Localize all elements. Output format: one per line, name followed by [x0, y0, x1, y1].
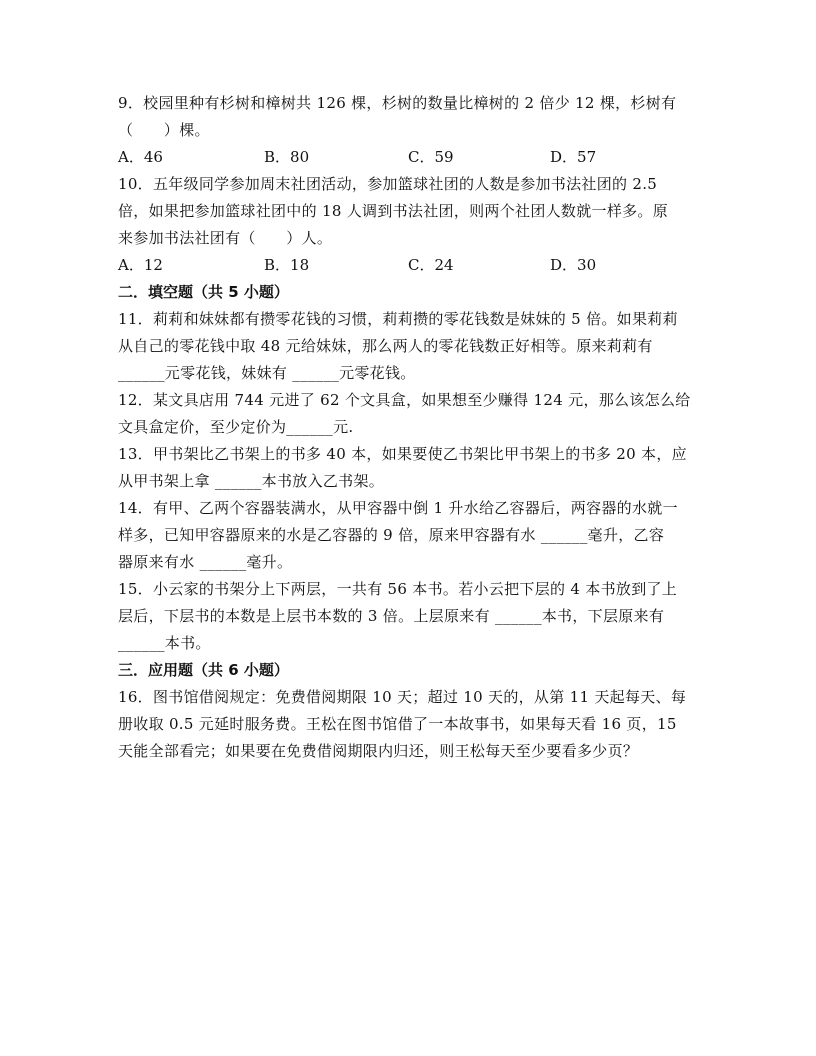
question-12 [118, 390, 708, 444]
question-text-line: 来参加书法社团有（ ）人。 [118, 229, 333, 247]
question-text-line: 天能全部看完；如果要在免费借阅期限内归还，则王松每天至少要看多少页？ [118, 742, 639, 760]
option-d: D．57 [550, 148, 597, 166]
question-text-line: ______元零花钱，妹妹有 ______元零花钱。 [118, 364, 416, 382]
question-text-line: 从甲书架上拿 ______本书放入乙书架。 [118, 472, 385, 490]
question-16 [118, 687, 708, 768]
option-b: B．80 [264, 148, 310, 166]
question-text-line: 16．图书馆借阅规定：免费借阅期限 10 天；超过 10 天的，从第 11 天起每天、每 [118, 688, 687, 706]
question-text-line: 13．甲书架比乙书架上的书多 40 本，如果要使乙书架比甲书架上的书多 20 本，应 [118, 445, 687, 463]
question-text-line: 册收取 0.5 元延时服务费。王松在图书馆借了一本故事书，如果每天看 16 页，15 [118, 715, 677, 733]
question-text-line: 14．有甲、乙两个容器装满水，从甲容器中倒 1 升水给乙容器后，两容器的水就一 [118, 499, 678, 517]
option-a: A．12 [118, 256, 163, 274]
question-text-line: ______本书。 [118, 634, 211, 652]
question-text-line: 11．莉莉和妹妹都有攒零花钱的习惯，莉莉攒的零花钱数是妹妹的 5 倍。如果莉莉 [118, 310, 678, 328]
question-text-line: 器原来有水 ______毫升。 [118, 553, 293, 571]
question-text-line: 12．某文具店用 744 元进了 62 个文具盒，如果想至少赚得 124 元，那么该怎么给 [118, 391, 691, 409]
question-text-line: 9．校园里种有杉树和樟树共 126 棵，杉树的数量比樟树的 2 倍少 12 棵，杉树有 [118, 94, 677, 112]
question-text-line: 从自己的零花钱中取 48 元给妹妹，那么两人的零花钱数正好相等。原来莉莉有 [118, 337, 653, 355]
option-c: C．24 [408, 256, 454, 274]
question-text-line: 样多，已知甲容器原来的水是乙容器的 9 倍，原来甲容器有水 ______毫升，乙容 [118, 526, 665, 544]
answer-options [118, 147, 708, 174]
question-text-line: 10．五年级同学参加周末社团活动，参加篮球社团的人数是参加书法社团的 2.5 [118, 175, 658, 193]
document-page [118, 93, 708, 768]
answer-options [118, 255, 708, 282]
option-b: B．18 [264, 256, 310, 274]
question-text-line: 15．小云家的书架分上下两层，一共有 56 本书。若小云把下层的 4 本书放到了上 [118, 580, 678, 598]
question-text-line: 文具盒定价，至少定价为______元. [118, 418, 354, 436]
question-9 [118, 93, 708, 174]
option-a: A．46 [118, 148, 163, 166]
question-text-line: 倍，如果把参加篮球社团中的 18 人调到书法社团，则两个社团人数就一样多。原 [118, 202, 669, 220]
option-c: C．59 [408, 148, 454, 166]
section-heading-fill-in: 二．填空题（共 5 小题） [118, 283, 289, 301]
question-text-line: 层后，下层书的本数是上层书本数的 3 倍。上层原来有 ______本书，下层原来有 [118, 607, 665, 625]
question-14 [118, 498, 708, 579]
question-13 [118, 444, 708, 498]
question-11 [118, 309, 708, 390]
question-15 [118, 579, 708, 660]
question-10 [118, 174, 708, 282]
question-text-line: （ ）棵。 [118, 121, 210, 139]
section-heading-application: 三．应用题（共 6 小题） [118, 661, 289, 679]
option-d: D．30 [550, 256, 597, 274]
